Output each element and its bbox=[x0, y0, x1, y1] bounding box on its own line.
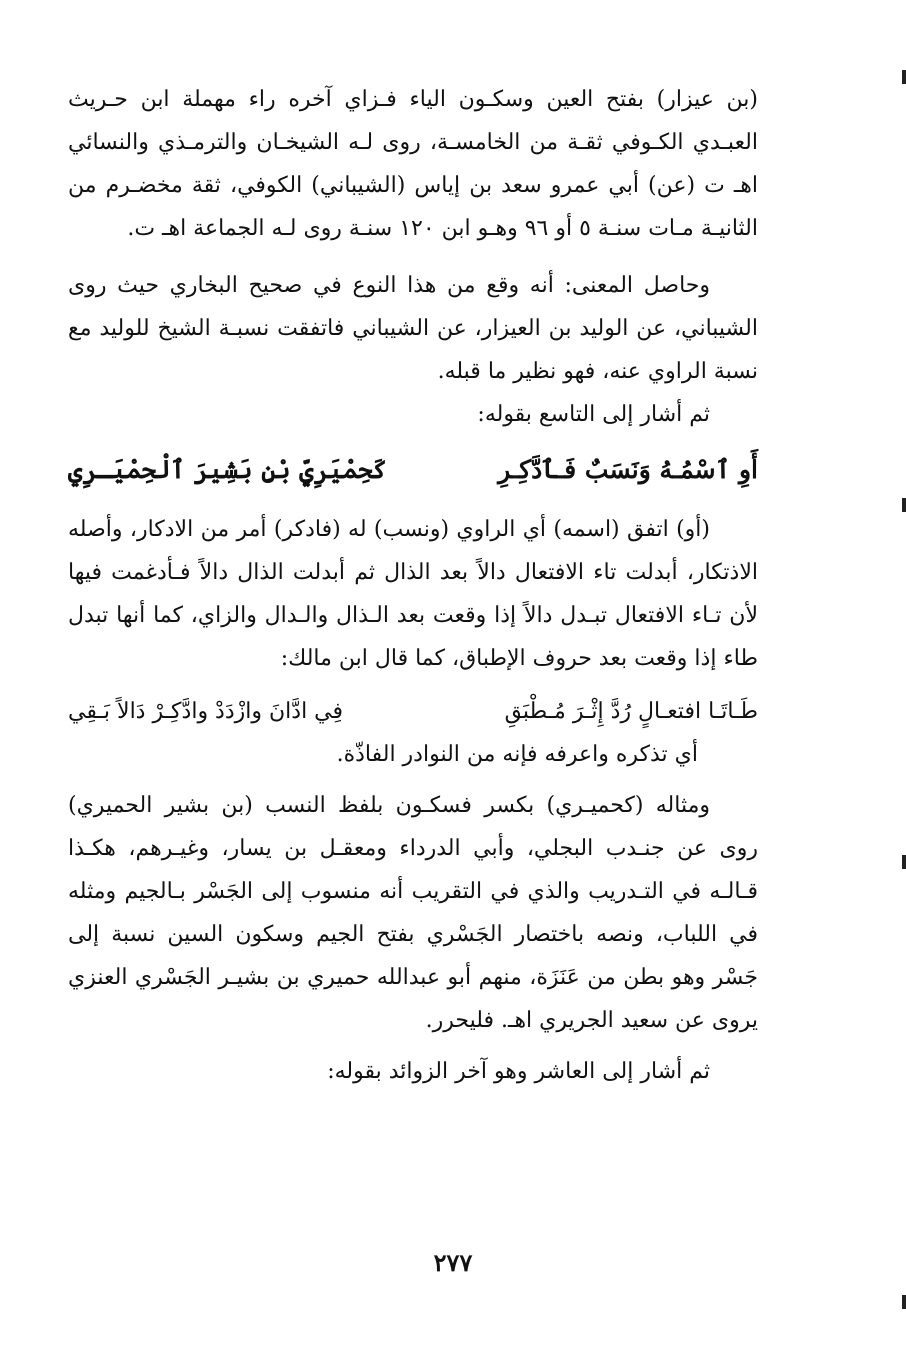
paragraph-meaning: وحاصل المعنى: أنه وقع من هذا النوع في صحيح البخاري حيث روى الشيباني، عن الوليد بن العيزار، عن الشيباني فاتفقت نسبـة الشيخ للوليد مع نسبة الراوي عنه، فهو نظير ما قبله. bbox=[68, 273, 758, 384]
paragraph-explanation: (أو) اتفق (اسمه) أي الراوي (ونسب) له (فادكر) أمر من الادكار، وأصله الاذتكار، أبدلت تاء الافتعال دالاً بعد الذال ثم أبدلت الذال دالاً فـأدغمت فيها لأن تـاء الافتعال تبـدل دالاً إذا وقعت بعد الـذال والـدال والزاي، كما أنها تبدل طاء إذا وقعت بعد حروف الإطباق، كما قال ابن مالك: bbox=[68, 517, 758, 671]
margin-mark bbox=[902, 855, 906, 869]
intro-tenth: ثم أشار إلى العاشر وهو آخر الزوائد بقوله: bbox=[327, 1059, 710, 1084]
verse-ninth-first-hemistich: أَوِ ٱسْمُـهُ وَنَسَبٌ فَـٱدَّكِـرِ bbox=[498, 455, 758, 484]
paragraph-biography: (بن عيزار) بفتح العين وسكـون الياء فـزاي آخره راء مهملة ابن حـريث العبـدي الكـوفي ثقـة من الخامسـة، روى لـه الشيخـان والترمـذي والنسائي اهـ ت (عن) أبي عمرو سعد بن إياس (الشيباني) الكوفي، ثقة مخضـرم من الثانيـة مـات سنـة ٥ أو ٩٦ وهـو ابن ١٢٠ سنـة روى لـه الجماعة اهـ ت. bbox=[68, 87, 759, 241]
page-body bbox=[68, 78, 758, 1093]
margin-mark bbox=[902, 498, 906, 512]
verse-ninth bbox=[68, 446, 758, 494]
page-number: ٢٧٧ bbox=[433, 1248, 473, 1277]
margin-mark bbox=[902, 1295, 906, 1309]
paragraph-example: ومثاله (كحميـري) بكسر فسكـون بلفظ النسب (بن بشير الحميري) روى عن جنـدب البجلي، وأبي الدرداء ومعقـل بن يسار، وغيـرهم، هكـذا قـالـه في التـدريب والذي في التقريب أنه منسوب إلى الجَسْر بـالجيم ومثله في اللباب، ونصه باختصار الجَسْري بفتح الجيم وسكون السين نسبة إلى جَسْر وهو بطن من عَنَزَة، منهم أبو عبدالله حميري بن بشيـر الجَسْري العنزي يروى عن سعيد الجريري اهـ. فليحرر. bbox=[68, 793, 758, 1033]
margin-mark bbox=[902, 70, 906, 84]
verse-malik-second-hemistich: فِي ادَّانَ وازْدَدْ وادَّكِـرْ دَالاً بَـقِي bbox=[68, 699, 344, 724]
verse-ibn-malik bbox=[68, 690, 758, 733]
verse-ninth-second-hemistich: كَحِمْيَرِيٍّ بْنِ بَشِيرَ ٱلْحِمْيَـرِي bbox=[68, 455, 388, 484]
intro-ninth: ثم أشار إلى التاسع بقوله: bbox=[477, 402, 710, 427]
verse-malik-first-hemistich: طَـاتَـا افتعـالٍ رُدَّ إِثْـرَ مُـطْبَقِ bbox=[504, 699, 758, 724]
verse-note: أي تذكره واعرفه فإنه من النوادر الفاذّة. bbox=[336, 742, 698, 767]
